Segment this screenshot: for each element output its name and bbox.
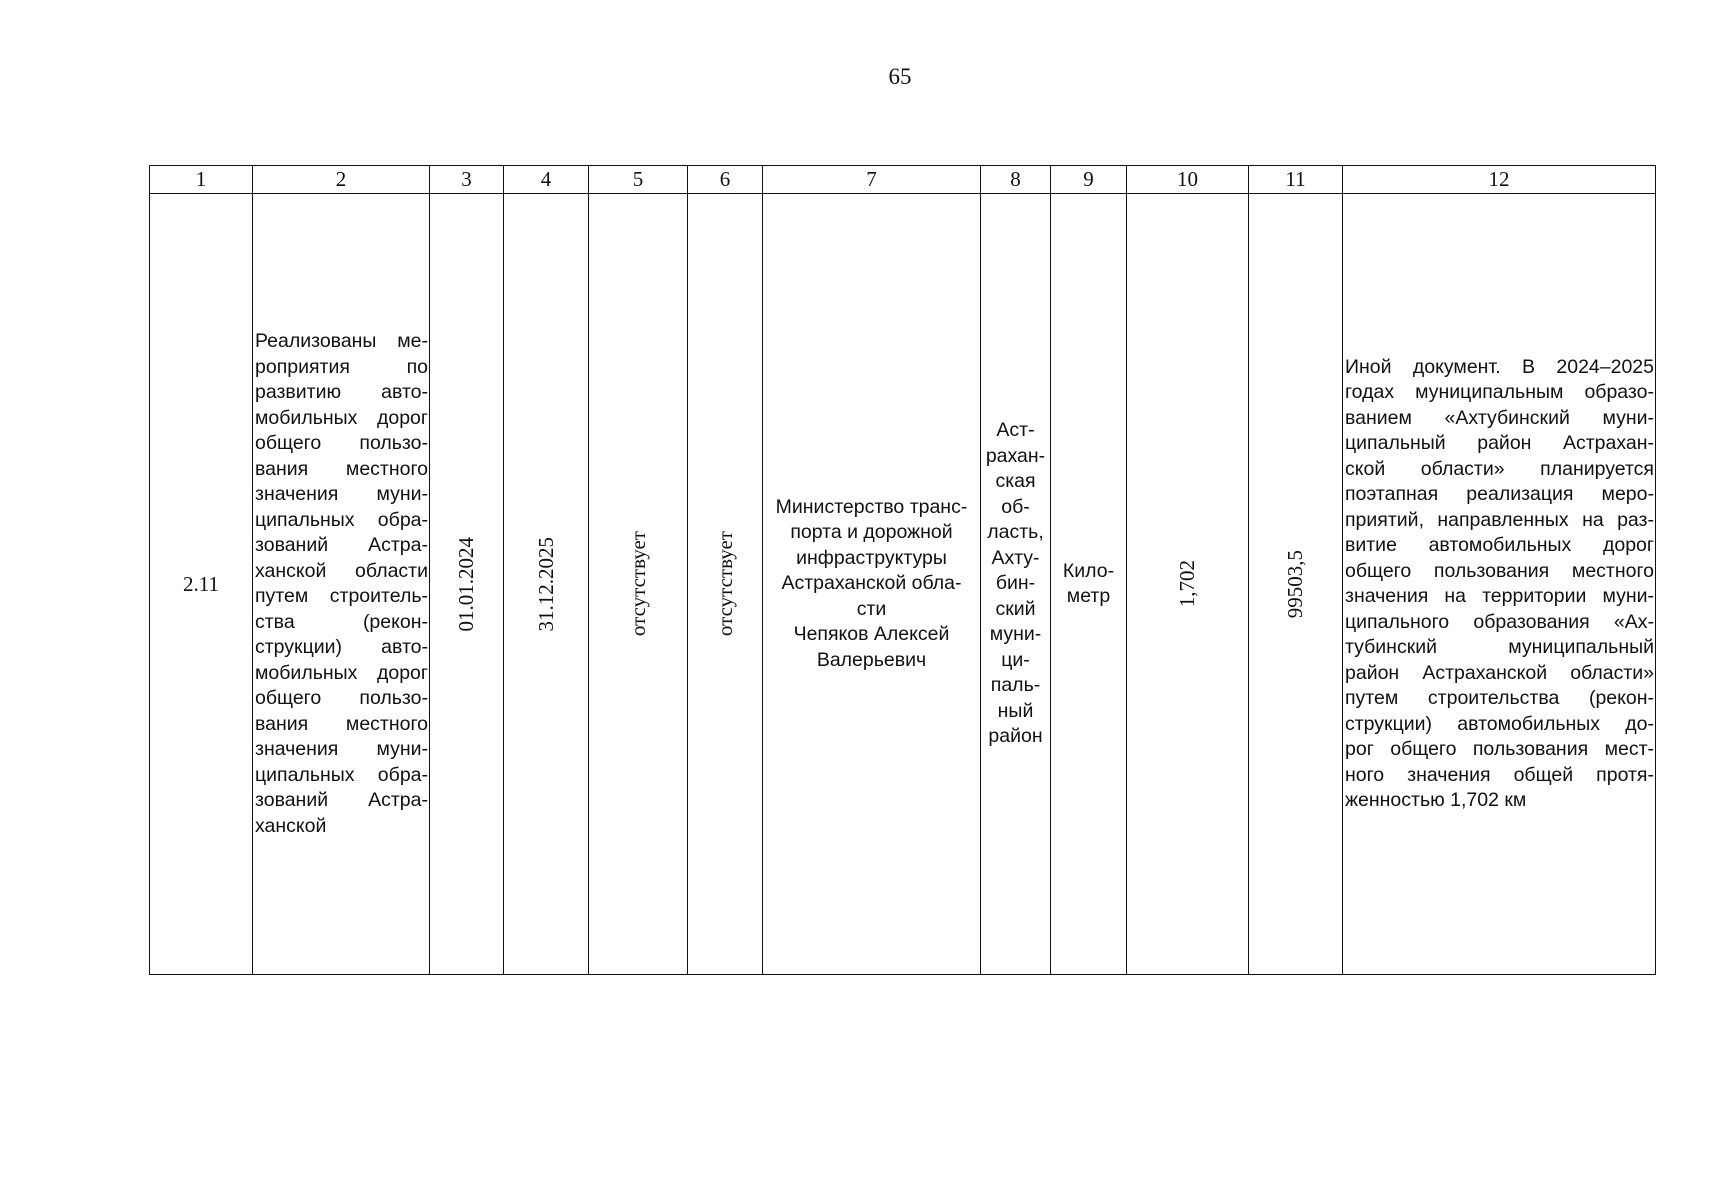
text-line: бин- (995, 572, 1036, 595)
text-line: ципальных обра- (255, 763, 428, 786)
header-cell-11: 11 (1249, 166, 1343, 194)
header-cell-4: 4 (504, 166, 589, 194)
text-line: рахан- (985, 444, 1046, 467)
text-line: ци- (1001, 648, 1030, 671)
text-line: район Астраханской области» (1345, 661, 1654, 684)
text-line: годах муниципальным образо- (1345, 381, 1654, 403)
row-number-cell: 2.11 (150, 194, 253, 975)
text-line: ный (997, 699, 1034, 722)
text-line: Астраханской обла- (781, 572, 962, 595)
value: 1,702 (1175, 560, 1199, 608)
text-line: струкции) автомобильных до- (1345, 712, 1654, 735)
table-row (150, 194, 1656, 975)
text-line: значения на территории муни- (1345, 585, 1654, 607)
text-line: ципальный район Астрахан- (1345, 432, 1654, 454)
text-line: ципального образования «Ах- (1345, 610, 1654, 633)
text-line: порта и дорожной (790, 521, 953, 544)
text-line: рог общего пользования мест- (1345, 738, 1654, 760)
text-line: ства (рекон- (255, 610, 428, 633)
text-line: Чепяков Алексей (793, 623, 950, 646)
text-line: женностью 1,702 км (1345, 789, 1527, 811)
end-date-wrap (504, 537, 588, 632)
responsible-cell (763, 194, 981, 975)
text-line: путем строитель- (255, 585, 428, 607)
funding-wrap (1249, 550, 1342, 618)
col5-cell (589, 194, 688, 975)
header-cell-2: 2 (253, 166, 430, 194)
text-line: муни- (989, 623, 1042, 646)
text-line: ханской (255, 814, 327, 837)
text-line: поэтапная реализация меро- (1345, 483, 1654, 505)
text-line: общего пользо- (255, 687, 428, 709)
territory-cell (981, 194, 1051, 975)
text-line: сти (856, 597, 887, 620)
text-line: ласть, (987, 521, 1044, 544)
text-line: струкции) авто- (255, 636, 428, 658)
text-line: ский (995, 597, 1036, 620)
text-line: Аст- (996, 419, 1035, 442)
col6-cell (688, 194, 763, 975)
text-line: вания местного (255, 712, 428, 735)
header-cell-3: 3 (430, 166, 504, 194)
header-cell-5: 5 (589, 166, 688, 194)
header-cell-6: 6 (688, 166, 763, 194)
characteristic-cell (1343, 194, 1656, 975)
header-cell-1: 1 (150, 166, 253, 194)
text-line: зований Астра- (255, 789, 428, 811)
text-line: район (988, 725, 1043, 748)
value-wrap (1127, 560, 1248, 607)
text-line: значения муни- (255, 483, 428, 505)
end-date: 31.12.2025 (533, 536, 558, 632)
text-line: Ахту- (991, 546, 1040, 569)
funding-value: 99503,5 (1283, 549, 1307, 619)
text-line: зований Астра- (255, 534, 428, 556)
header-cell-8: 8 (981, 166, 1051, 194)
header-cell-10: 10 (1127, 166, 1249, 194)
funding-cell (1249, 194, 1343, 975)
col6-value: отсутствует (712, 531, 737, 637)
text-line: общего пользования местного (1345, 559, 1654, 582)
text-line: роприятия по (255, 355, 428, 378)
text-line: приятий, направленных на раз- (1345, 508, 1654, 531)
text-line: Реализованы ме- (255, 330, 428, 352)
header-row (150, 166, 1656, 194)
text-line: паль- (990, 674, 1041, 697)
text-line: ного значения общей протя- (1345, 763, 1654, 786)
text-line: значения муни- (255, 738, 428, 760)
text-line: Валерьевич (816, 648, 927, 671)
header-cell-12: 12 (1343, 166, 1656, 194)
text-line: тубинский муниципальный (1345, 636, 1654, 658)
text-line: витие автомобильных дорог (1345, 534, 1654, 556)
header-cell-9: 9 (1051, 166, 1127, 194)
col5-wrap (589, 531, 687, 636)
data-table (149, 165, 1656, 975)
text-line: ской области» планируется (1345, 457, 1654, 480)
text-line: Министерство транс- (775, 495, 968, 518)
text-line: вания местного (255, 457, 428, 480)
text-line: об- (1001, 495, 1030, 518)
text-line: ванием «Ахтубинский муни- (1345, 406, 1654, 429)
end-date-cell (504, 194, 589, 975)
text-line: ципальных обра- (255, 508, 428, 531)
text-line: мобильных дорог (255, 406, 428, 429)
text-line: ханской области (255, 559, 428, 582)
text-line: ская (995, 470, 1036, 493)
start-date: 01.01.2024 (454, 536, 478, 632)
text-line: Кило- (1062, 559, 1115, 582)
col5-value: отсутствует (625, 531, 650, 637)
header-cell-7: 7 (763, 166, 981, 194)
unit-cell (1051, 194, 1127, 975)
text-line: мобильных дорог (255, 661, 428, 684)
value-cell (1127, 194, 1249, 975)
page-number: 65 (888, 64, 912, 89)
text-line: путем строительства (рекон- (1345, 687, 1654, 709)
col6-wrap (688, 531, 762, 636)
start-date-cell (430, 194, 504, 975)
text-line: инфраструктуры (796, 546, 947, 569)
text-line: метр (1066, 585, 1111, 607)
text-line: общего пользо- (255, 432, 428, 454)
start-date-wrap (430, 537, 503, 632)
result-description-cell (253, 194, 430, 975)
text-line: развитию авто- (255, 381, 428, 403)
text-line: Иной документ. В 2024–2025 (1345, 355, 1654, 378)
